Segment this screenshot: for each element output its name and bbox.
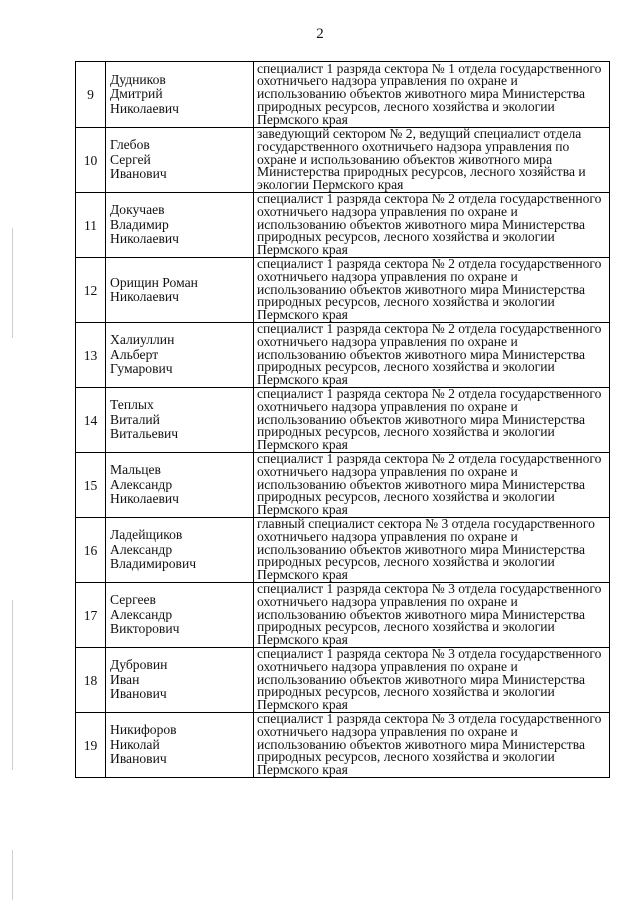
employee-name: Халиуллин Альберт Гумарович xyxy=(106,323,254,388)
table-row xyxy=(76,713,610,778)
employee-position: специалист 1 разряда сектора № 3 отдела государственного охотничьего надзора управления по охране и использованию объектов животного мира Министерства природных ресурсов, лесного хозяйства и экологии Пермского края xyxy=(254,713,610,778)
table-row xyxy=(76,323,610,388)
scan-edge-mark xyxy=(12,850,13,900)
row-number: 10 xyxy=(76,128,106,193)
table-row xyxy=(76,62,610,128)
table-row xyxy=(76,453,610,518)
employee-name: Сергеев Александр Викторович xyxy=(106,583,254,648)
row-number: 16 xyxy=(76,518,106,583)
table-row xyxy=(76,258,610,323)
row-number: 19 xyxy=(76,713,106,778)
row-number: 18 xyxy=(76,648,106,713)
table-row xyxy=(76,648,610,713)
employee-name: Ладейщиков Александр Владимирович xyxy=(106,518,254,583)
staff-table-body xyxy=(76,62,610,778)
employee-position: специалист 1 разряда сектора № 2 отдела государственного охотничьего надзора управления по охране и использованию объектов животного мира Министерства природных ресурсов, лесного хозяйства и экологии Пермского края xyxy=(254,323,610,388)
table-row xyxy=(76,518,610,583)
employee-position: специалист 1 разряда сектора № 2 отдела государственного охотничьего надзора управления по охране и использованию объектов животного мира Министерства природных ресурсов, лесного хозяйства и экологии Пермского края xyxy=(254,193,610,258)
table-row xyxy=(76,128,610,193)
scan-edge-mark xyxy=(12,228,13,338)
employee-name: Никифоров Николай Иванович xyxy=(106,713,254,778)
employee-name: Дудников Дмитрий Николаевич xyxy=(106,62,254,128)
employee-position: специалист 1 разряда сектора № 1 отдела государственного охотничьего надзора управления по охране и использованию объектов животного мира Министерства природных ресурсов, лесного хозяйства и экологии Пермского края xyxy=(254,62,610,128)
employee-position: специалист 1 разряда сектора № 2 отдела государственного охотничьего надзора управления по охране и использованию объектов животного мира Министерства природных ресурсов, лесного хозяйства и экологии Пермского края xyxy=(254,453,610,518)
row-number: 13 xyxy=(76,323,106,388)
row-number: 14 xyxy=(76,388,106,453)
row-number: 11 xyxy=(76,193,106,258)
employee-name: Глебов Сергей Иванович xyxy=(106,128,254,193)
staff-table xyxy=(75,61,610,778)
employee-position: специалист 1 разряда сектора № 3 отдела государственного охотничьего надзора управления по охране и использованию объектов животного мира Министерства природных ресурсов, лесного хозяйства и экологии Пермского края xyxy=(254,583,610,648)
employee-name: Мальцев Александр Николаевич xyxy=(106,453,254,518)
row-number: 9 xyxy=(76,62,106,128)
employee-position: специалист 1 разряда сектора № 3 отдела государственного охотничьего надзора управления по охране и использованию объектов животного мира Министерства природных ресурсов, лесного хозяйства и экологии Пермского края xyxy=(254,648,610,713)
table-row xyxy=(76,583,610,648)
table-row xyxy=(76,193,610,258)
employee-name: Дубровин Иван Иванович xyxy=(106,648,254,713)
row-number: 12 xyxy=(76,258,106,323)
employee-position: специалист 1 разряда сектора № 2 отдела государственного охотничьего надзора управления по охране и использованию объектов животного мира Министерства природных ресурсов, лесного хозяйства и экологии Пермского края xyxy=(254,388,610,453)
employee-name: Докучаев Владимир Николаевич xyxy=(106,193,254,258)
employee-position: заведующий сектором № 2, ведущий специалист отдела государственного охотничьего надзора управления по охране и использованию объектов животного мира Министерства природных ресурсов, лесного хозяйства и экологии Пермского края xyxy=(254,128,610,193)
row-number: 15 xyxy=(76,453,106,518)
employee-position: специалист 1 разряда сектора № 2 отдела государственного охотничьего надзора управления по охране и использованию объектов животного мира Министерства природных ресурсов, лесного хозяйства и экологии Пермского края xyxy=(254,258,610,323)
scan-edge-mark xyxy=(12,600,13,770)
employee-position: главный специалист сектора № 3 отдела государственного охотничьего надзора управления по охране и использованию объектов животного мира Министерства природных ресурсов, лесного хозяйства и экологии Пермского края xyxy=(254,518,610,583)
page-number: 2 xyxy=(316,26,324,42)
employee-name: Теплых Виталий Витальевич xyxy=(106,388,254,453)
table-row xyxy=(76,388,610,453)
row-number: 17 xyxy=(76,583,106,648)
employee-name: Орищин Роман Николаевич xyxy=(106,258,254,323)
